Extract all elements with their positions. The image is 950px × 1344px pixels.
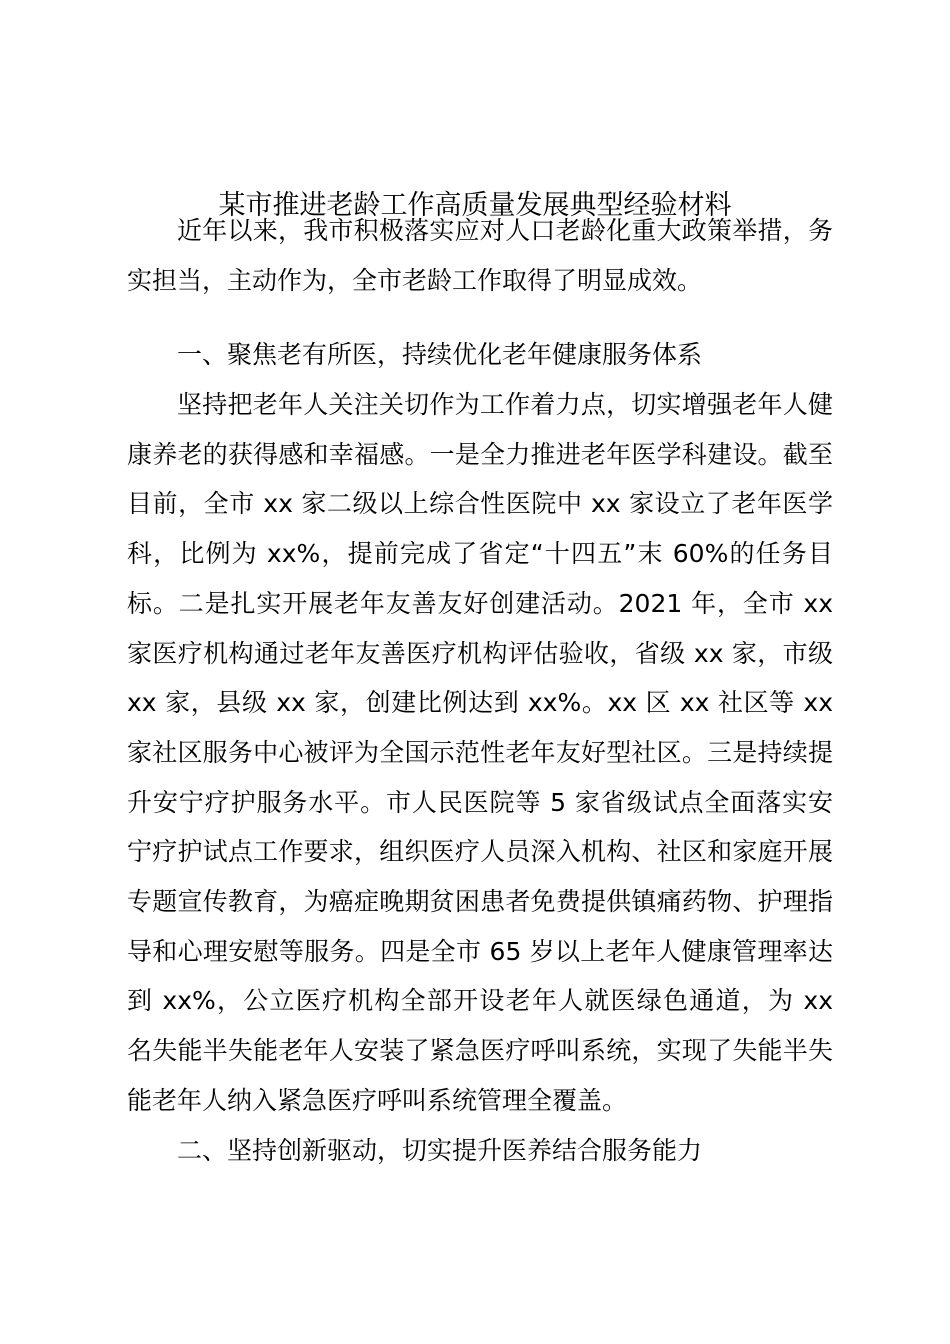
section-1-body: 坚持把老年人关注关切作为工作着力点，切实增强老年人健康养老的获得感和幸福感。一是全力推进老年医学科建设。截至目前，全市 xx 家二级以上综合性医院中 xx 家设立了老年医学科，比例为 xx%，提前完成了省定“十四五”末 60%的任务目标。二是扎实开展老年友善友好创建活动。2021 年，全市 xx 家医疗机构通过老年友善医疗机构评估验收，省级 xx 家，市级 xx 家，县级 xx 家，创建比例达到 xx%。xx 区 xx 社区等 xx 家社区服务中心被评为全国示范性老年友好型社区。三是持续提升安宁疗护服务水平。市人民医院等 5 家省级试点全面落实安宁疗护试点工作要求，组织医疗人员深入机构、社区和家庭开展专题宣传教育，为癌症晚期贫困患者免费提供镇痛药物、护理指导和心理安慰等服务。四是全市 65 岁以上老年人健康管理率达到 xx%，公立医疗机构全部开设老年人就医绿色通道，为 xx 名失能半失能老年人安装了紧急医疗呼叫系统，实现了失能半失能老年人纳入紧急医疗呼叫系统管理全覆盖。 — [127, 390, 833, 1115]
section-1-heading: 一、聚焦老有所医，持续优化老年健康服务体系 — [177, 340, 703, 369]
intro-paragraph: 近年以来，我市积极落实应对人口老龄化重大政策举措，务实担当，主动作为，全市老龄工作取得了明显成效。 — [127, 216, 833, 295]
document-title: 某市推进老龄工作高质量发展典型经验材料 — [218, 190, 732, 221]
section-2-heading: 二、坚持创新驱动，切实提升医养结合服务能力 — [177, 1136, 703, 1165]
